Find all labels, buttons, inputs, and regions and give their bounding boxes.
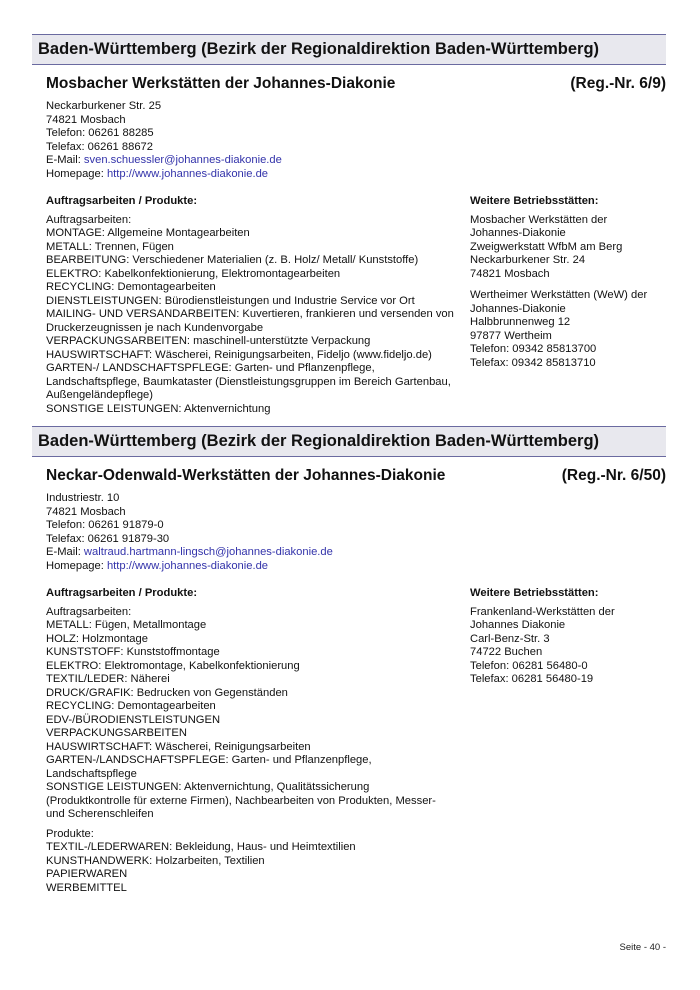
site-line: Johannes-Diakonie [470, 302, 566, 315]
site-block [470, 214, 670, 282]
registration-number: (Reg.-Nr. 6/9) [570, 75, 666, 92]
site-line: Wertheimer Werkstätten (WeW) der [470, 289, 648, 301]
homepage-line [46, 560, 666, 574]
site-line: Neckarburkener Str. 24 [470, 254, 586, 266]
site-line: Johannes-Diakonie [470, 227, 566, 239]
products-list [46, 828, 456, 896]
site-line: Mosbacher Werkstätten der [470, 213, 608, 226]
list-item: HOLZ: Holzmontage [46, 632, 148, 645]
list-item: DRUCK/GRAFIK: Bedrucken von Gegenständen [46, 686, 288, 699]
email-line [46, 154, 666, 168]
email-label: E-Mail: [46, 154, 81, 166]
list-item: Produkte: [46, 827, 94, 840]
list-item: TEXTIL/LEDER: Näherei [46, 673, 170, 685]
products-heading: Auftragsarbeiten / Produkte: [46, 195, 198, 207]
list-item: PAPIERWAREN [46, 868, 128, 880]
site-line: Zweigwerkstatt WfbM am Berg [470, 240, 623, 253]
homepage-label: Homepage: [46, 167, 104, 180]
products-column [46, 587, 456, 895]
list-item: SONSTIGE LEISTUNGEN: Aktenvernichtung [46, 402, 271, 415]
street: Neckarburkener Str. 25 [46, 100, 162, 112]
email-link[interactable]: waltraud.hartmann-lingsch@johannes-diakonie.de [83, 546, 333, 558]
address-block [46, 100, 666, 181]
list-item: VERPACKUNGSARBEITEN: maschinell-unterstützte Verpackung [46, 335, 371, 347]
site-line: Carl-Benz-Str. 3 [470, 632, 550, 645]
address-block [46, 492, 666, 573]
homepage-label: Homepage: [46, 559, 104, 572]
products-list [46, 214, 456, 417]
entry-1 [32, 34, 666, 415]
org-name: Neckar-Odenwald-Werkstätten der Johannes-Diakonie [46, 467, 446, 484]
list-item: GARTEN-/ LANDSCHAFTSPFLEGE: Garten- und Pflanzenpflege, Landschaftspflege, Baumkataster (Dienstleistungsgruppen im Bereich Gartenbau, Außengeländepflege) [46, 362, 451, 401]
site-line: Telefon: 09342 85813700 [470, 343, 597, 355]
homepage-link[interactable]: http://www.johannes-diakonie.de [106, 167, 269, 180]
sites-list [470, 214, 670, 371]
list-item: VERPACKUNGSARBEITEN [46, 727, 187, 739]
site-line: Frankenland-Werkstätten der [470, 605, 615, 618]
site-line: 74821 Mosbach [470, 267, 550, 280]
city: 74821 Mosbach [46, 505, 126, 518]
org-header [32, 467, 666, 487]
list-item: DIENSTLEISTUNGEN: Bürodienstleistungen und Industrie Service vor Ort [46, 294, 415, 307]
sites-list [470, 606, 670, 687]
org-name: Mosbacher Werkstätten der Johannes-Diakonie [46, 75, 396, 92]
site-line: 74722 Buchen [470, 646, 543, 658]
email-label: E-Mail: [46, 546, 81, 558]
sites-heading: Weitere Betriebsstätten: [470, 587, 599, 599]
list-item: MONTAGE: Allgemeine Montagearbeiten [46, 227, 250, 239]
sites-heading: Weitere Betriebsstätten: [470, 195, 599, 207]
org-header [32, 75, 666, 95]
list-item: RECYCLING: Demontagearbeiten [46, 281, 216, 293]
page-number: Seite - 40 - [619, 942, 666, 953]
registration-number: (Reg.-Nr. 6/50) [561, 467, 666, 484]
list-item: EDV-/BÜRODIENSTLEISTUNGEN [46, 713, 221, 726]
region-heading: Baden-Württemberg (Bezirk der Regionaldirektion Baden-Württemberg) [32, 426, 666, 457]
street: Industriestr. 10 [46, 492, 120, 504]
site-line: Johannes Diakonie [470, 619, 566, 631]
list-item: TEXTIL-/LEDERWAREN: Bekleidung, Haus- und Heimtextilien [46, 841, 356, 853]
services-list [46, 606, 456, 822]
site-line: Telefax: 06281 56480-19 [470, 673, 594, 685]
list-item: METALL: Trennen, Fügen [46, 240, 174, 253]
site-line: Telefon: 06281 56480-0 [470, 659, 588, 672]
list-item: Auftragsarbeiten: [46, 605, 132, 618]
homepage-line [46, 168, 666, 182]
sites-column [470, 195, 670, 370]
list-item: HAUSWIRTSCHAFT: Wäscherei, Reinigungsarbeiten, Fideljo (www.fideljo.de) [46, 348, 432, 361]
email-line [46, 546, 666, 560]
list-item: SONSTIGE LEISTUNGEN: Aktenvernichtung, Qualitätssicherung (Produktkontrolle für externe Firmen), Nachbearbeiten von Produkten, Messer- und Scherenschleifen [46, 781, 436, 820]
list-item: RECYCLING: Demontagearbeiten [46, 700, 216, 712]
list-item: METALL: Fügen, Metallmontage [46, 619, 207, 631]
fax: Telefax: 06261 88672 [46, 140, 153, 153]
list-item: Auftragsarbeiten: [46, 213, 132, 226]
region-heading: Baden-Württemberg (Bezirk der Regionaldirektion Baden-Württemberg) [32, 34, 666, 65]
list-item: BEARBEITUNG: Verschiedener Materialien (z. B. Holz/ Metall/ Kunststoffe) [46, 254, 419, 266]
list-item: MAILING- UND VERSANDARBEITEN: Kuvertieren, frankieren und versenden von Druckerzeugnissen je nach Kundenvorgabe [46, 308, 454, 334]
list-item: WERBEMITTEL [46, 881, 127, 894]
entry-2 [32, 426, 666, 894]
list-item: KUNSTHANDWERK: Holzarbeiten, Textilien [46, 854, 265, 867]
site-line: Halbbrunnenweg 12 [470, 316, 571, 328]
site-line: Telefax: 09342 85813710 [470, 356, 596, 369]
city: 74821 Mosbach [46, 113, 126, 126]
sites-column [470, 587, 670, 687]
homepage-link[interactable]: http://www.johannes-diakonie.de [106, 559, 269, 572]
fax: Telefax: 06261 91879-30 [46, 532, 170, 545]
products-heading: Auftragsarbeiten / Produkte: [46, 587, 198, 599]
site-block [470, 289, 670, 370]
list-item: ELEKTRO: Elektromontage, Kabelkonfektionierung [46, 659, 300, 672]
list-item: KUNSTSTOFF: Kunststoffmontage [46, 646, 220, 658]
phone: Telefon: 06261 91879-0 [46, 519, 164, 531]
list-item: HAUSWIRTSCHAFT: Wäscherei, Reinigungsarbeiten [46, 740, 311, 753]
list-item: GARTEN-/LANDSCHAFTSPFLEGE: Garten- und Pflanzenpflege, Landschaftspflege [46, 754, 372, 780]
phone: Telefon: 06261 88285 [46, 127, 154, 139]
products-column [46, 195, 456, 416]
site-line: 97877 Wertheim [470, 329, 552, 342]
list-item: ELEKTRO: Kabelkonfektionierung, Elektromontagearbeiten [46, 267, 341, 280]
email-link[interactable]: sven.schuessler@johannes-diakonie.de [83, 154, 282, 166]
site-block [470, 606, 670, 687]
